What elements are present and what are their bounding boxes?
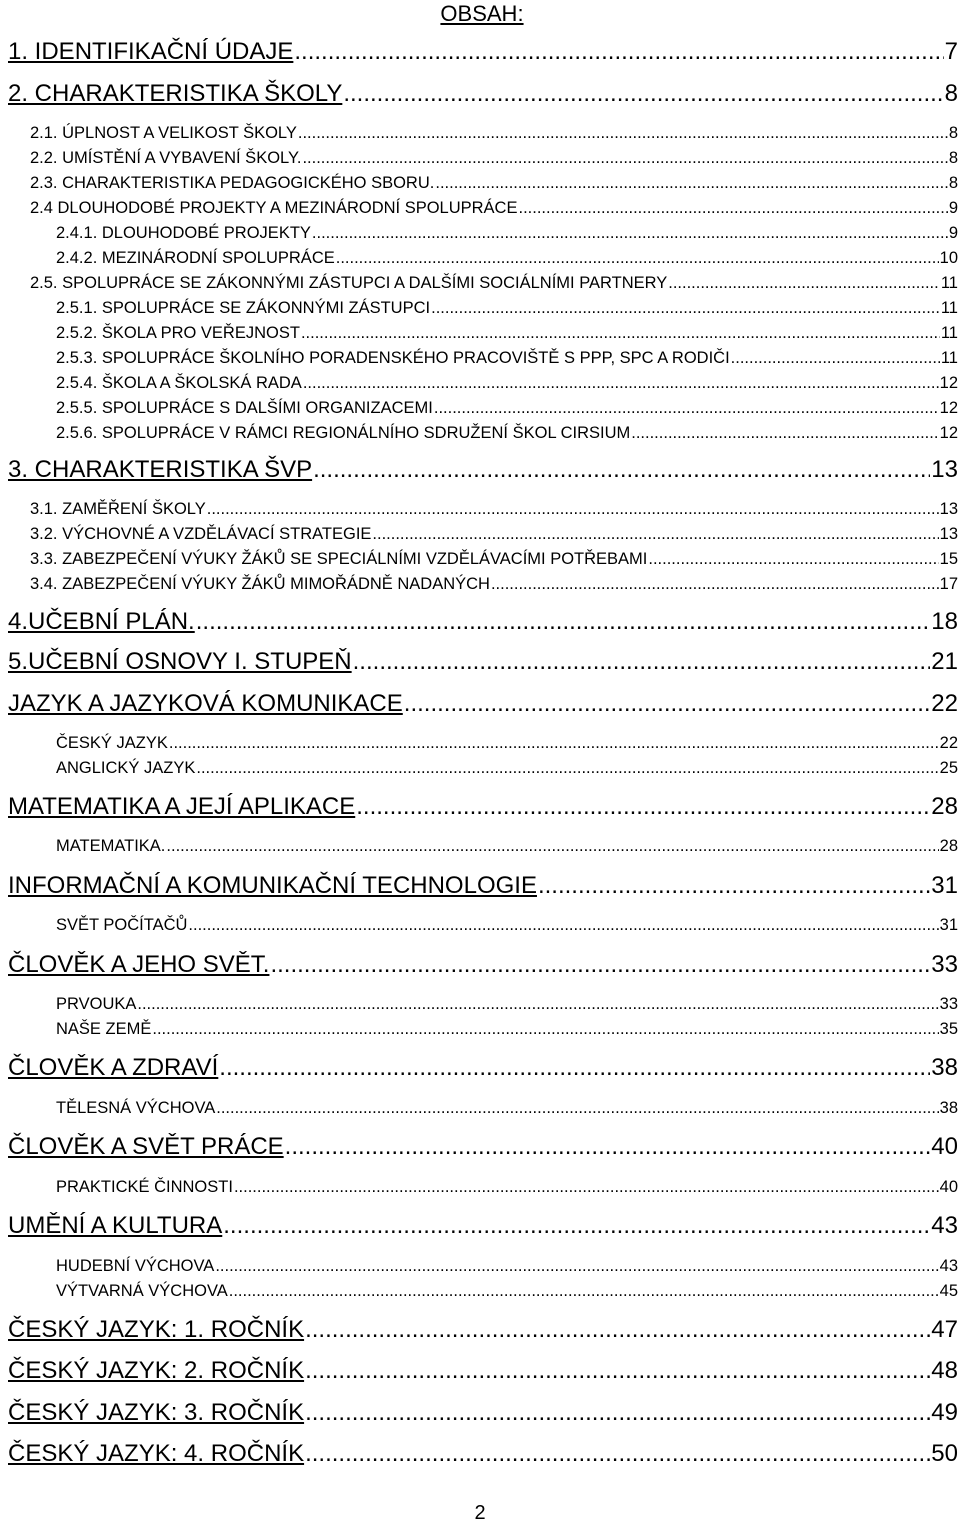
toc-dot-leader bbox=[305, 1399, 930, 1427]
toc-dot-leader bbox=[343, 80, 943, 108]
toc-entry-chapter[interactable] bbox=[8, 951, 958, 979]
toc-dot-leader bbox=[301, 323, 940, 343]
toc-entry-page: 11 bbox=[940, 274, 958, 292]
toc-dot-leader bbox=[285, 1133, 931, 1161]
toc-title: OBSAH: bbox=[440, 1, 524, 26]
toc-entry-chapter[interactable] bbox=[8, 872, 958, 900]
toc-entry-label: ANGLICKÝ JAZYK bbox=[56, 759, 196, 777]
toc-entry-label: 2.5.1. SPOLUPRÁCE SE ZÁKONNÝMI ZÁSTUPCI bbox=[56, 299, 431, 317]
toc-entry-page: 33 bbox=[939, 995, 958, 1013]
toc-dot-leader bbox=[435, 173, 947, 193]
toc-entry-chapter[interactable] bbox=[8, 648, 958, 676]
toc-entry-page: 25 bbox=[939, 759, 958, 777]
toc-dot-leader bbox=[215, 1256, 938, 1276]
toc-entry-section[interactable] bbox=[30, 198, 958, 218]
toc-entry-section[interactable] bbox=[30, 499, 958, 519]
toc-dot-leader bbox=[302, 148, 947, 168]
toc-entry-page: 18 bbox=[931, 608, 958, 635]
toc-dot-leader bbox=[518, 198, 947, 218]
toc-entry-section[interactable] bbox=[56, 733, 958, 753]
toc-entry-section[interactable] bbox=[56, 398, 958, 418]
toc-dot-leader bbox=[431, 298, 940, 318]
toc-entry-label: 2.1. ÚPLNOST A VELIKOST ŠKOLY bbox=[30, 124, 297, 142]
toc-entry-chapter[interactable] bbox=[8, 608, 958, 636]
toc-entry-page: 28 bbox=[939, 837, 958, 855]
toc-entry-label: 3. CHARAKTERISTIKA ŠVP bbox=[8, 456, 313, 483]
toc-entry-label: 1. IDENTIFIKAČNÍ ÚDAJE bbox=[8, 38, 294, 65]
toc-entry-section[interactable] bbox=[56, 1281, 958, 1301]
toc-entry-label: 2.4.1. DLOUHODOBÉ PROJEKTY bbox=[56, 224, 311, 242]
toc-dot-leader bbox=[731, 348, 940, 368]
toc-dot-leader bbox=[196, 758, 938, 778]
toc-entry-page: 7 bbox=[944, 38, 958, 65]
toc-dot-leader bbox=[298, 123, 948, 143]
toc-entry-page: 35 bbox=[939, 1020, 958, 1038]
toc-entry-label: ČESKÝ JAZYK bbox=[56, 734, 168, 752]
toc-dot-leader bbox=[219, 1054, 930, 1082]
toc-entry-section[interactable] bbox=[56, 1256, 958, 1276]
toc-entry-label: 4.UČEBNÍ PLÁN. bbox=[8, 608, 195, 635]
toc-entry-section[interactable] bbox=[56, 1177, 958, 1197]
toc-dot-leader bbox=[169, 733, 939, 753]
toc-entry-section[interactable] bbox=[30, 574, 958, 594]
toc-entry-label: 2.5.6. SPOLUPRÁCE V RÁMCI REGIONÁLNÍHO SDRUŽENÍ ŠKOL CIRSIUM bbox=[56, 424, 631, 442]
toc-entry-page: 12 bbox=[939, 374, 958, 392]
toc-dot-leader bbox=[223, 1212, 930, 1240]
toc-dot-leader bbox=[312, 223, 948, 243]
toc-entry-chapter[interactable] bbox=[8, 793, 958, 821]
toc-entry-page: 13 bbox=[931, 456, 958, 483]
toc-entry-label: TĚLESNÁ VÝCHOVA bbox=[56, 1099, 216, 1117]
toc-entry-section[interactable] bbox=[56, 1019, 958, 1039]
toc-entry-section[interactable] bbox=[56, 758, 958, 778]
toc-entry-page: 48 bbox=[931, 1357, 958, 1384]
toc-entry-chapter[interactable] bbox=[8, 1316, 958, 1344]
toc-entry-page: 28 bbox=[931, 793, 958, 820]
toc-dot-leader bbox=[234, 1177, 939, 1197]
toc-entry-label: JAZYK A JAZYKOVÁ KOMUNIKACE bbox=[8, 690, 403, 717]
toc-entry-page: 13 bbox=[939, 500, 958, 518]
toc-entry-chapter[interactable] bbox=[8, 1357, 958, 1385]
toc-entry-page: 11 bbox=[940, 349, 958, 367]
toc-entry-page: 17 bbox=[939, 575, 958, 593]
toc-entry-label: 2.5.3. SPOLUPRÁCE ŠKOLNÍHO PORADENSKÉHO PRACOVIŠTĚ S PPP, SPC A RODIČI bbox=[56, 349, 730, 367]
toc-dot-leader bbox=[434, 398, 939, 418]
toc-dot-leader bbox=[668, 273, 940, 293]
toc-entry-page: 8 bbox=[948, 149, 958, 167]
toc-dot-leader bbox=[313, 456, 930, 484]
toc-dot-leader bbox=[216, 1098, 938, 1118]
toc-entry-chapter[interactable] bbox=[8, 456, 958, 484]
toc-entry-label: 2.4 DLOUHODOBÉ PROJEKTY A MEZINÁRODNÍ SPOLUPRÁCE bbox=[30, 199, 518, 217]
toc-dot-leader bbox=[305, 1316, 930, 1344]
toc-entry-page: 8 bbox=[944, 80, 958, 107]
toc-entry-page: 49 bbox=[931, 1399, 958, 1426]
toc-entry-label: 3.4. ZABEZPEČENÍ VÝUKY ŽÁKŮ MIMOŘÁDNĚ NADANÝCH bbox=[30, 575, 490, 593]
toc-entry-label: SVĚT POČÍTAČŮ bbox=[56, 916, 188, 934]
toc-entry-page: 12 bbox=[939, 424, 958, 442]
toc-entry-page: 13 bbox=[939, 525, 958, 543]
toc-entry-label: MATEMATIKA. bbox=[56, 837, 166, 855]
toc-dot-leader bbox=[353, 648, 931, 676]
toc-entry-page: 43 bbox=[931, 1212, 958, 1239]
toc-dot-leader bbox=[631, 423, 938, 443]
toc-entry-chapter[interactable] bbox=[8, 1440, 958, 1468]
toc-dot-leader bbox=[372, 524, 938, 544]
toc-entry-section[interactable] bbox=[30, 549, 958, 569]
toc-entry-page: 8 bbox=[948, 174, 958, 192]
toc-entry-section[interactable] bbox=[56, 298, 958, 318]
toc-dot-leader bbox=[137, 994, 938, 1014]
toc-entry-label: 2.4.2. MEZINÁRODNÍ SPOLUPRÁCE bbox=[56, 249, 335, 267]
toc-entry-section[interactable] bbox=[56, 373, 958, 393]
toc-entry-page: 9 bbox=[948, 199, 958, 217]
toc-entry-label: MATEMATIKA A JEJÍ APLIKACE bbox=[8, 793, 356, 820]
toc-dot-leader bbox=[207, 499, 939, 519]
toc-dot-leader bbox=[270, 951, 930, 979]
toc-entry-page: 12 bbox=[939, 399, 958, 417]
toc-entry-section[interactable] bbox=[56, 423, 958, 443]
toc-entry-page: 33 bbox=[931, 951, 958, 978]
toc-entry-label: 3.3. ZABEZPEČENÍ VÝUKY ŽÁKŮ SE SPECIÁLNÍMI VZDĚLÁVACÍMI POTŘEBAMI bbox=[30, 550, 648, 568]
toc-entry-section[interactable] bbox=[56, 994, 958, 1014]
toc-dot-leader bbox=[294, 38, 943, 66]
toc-entry-chapter[interactable] bbox=[8, 690, 958, 718]
page-number: 2 bbox=[474, 1502, 486, 1524]
toc-entry-label: ČLOVĚK A JEHO SVĚT. bbox=[8, 951, 270, 978]
toc-entry-label: 5.UČEBNÍ OSNOVY I. STUPEŇ bbox=[8, 648, 352, 675]
toc-entry-label: ČLOVĚK A ZDRAVÍ bbox=[8, 1054, 219, 1081]
toc-dot-leader bbox=[229, 1281, 939, 1301]
toc-entry-page: 22 bbox=[939, 734, 958, 752]
toc-dot-leader bbox=[188, 915, 938, 935]
toc-dot-leader bbox=[538, 872, 930, 900]
toc-entry-label: ČESKÝ JAZYK: 3. ROČNÍK bbox=[8, 1399, 305, 1426]
toc-entry-page: 11 bbox=[940, 324, 958, 342]
toc-entry-chapter[interactable] bbox=[8, 1133, 958, 1161]
toc-entry-label: UMĚNÍ A KULTURA bbox=[8, 1212, 223, 1239]
toc-entry-label: 2.5.2. ŠKOLA PRO VEŘEJNOST bbox=[56, 324, 300, 342]
toc-dot-leader bbox=[404, 690, 931, 718]
toc-entry-chapter[interactable] bbox=[8, 1054, 958, 1082]
toc-entry-section[interactable] bbox=[56, 323, 958, 343]
toc-dot-leader bbox=[356, 793, 930, 821]
toc-dot-leader bbox=[491, 574, 939, 594]
toc-entry-chapter[interactable] bbox=[8, 38, 958, 66]
toc-entry-section[interactable] bbox=[56, 248, 958, 268]
toc-dot-leader bbox=[648, 549, 938, 569]
toc-entry-page: 22 bbox=[931, 690, 958, 717]
toc-entry-chapter[interactable] bbox=[8, 1212, 958, 1240]
toc-entry-label: INFORMAČNÍ A KOMUNIKAČNÍ TECHNOLOGIE bbox=[8, 872, 537, 899]
toc-entry-page: 40 bbox=[931, 1133, 958, 1160]
toc-entry-label: NAŠE ZEMĚ bbox=[56, 1020, 152, 1038]
toc-dot-leader bbox=[152, 1019, 938, 1039]
toc-entry-section[interactable] bbox=[56, 348, 958, 368]
toc-entry-label: VÝTVARNÁ VÝCHOVA bbox=[56, 1282, 228, 1300]
toc-entry-section[interactable] bbox=[30, 173, 958, 193]
toc-entry-label: PRVOUKA bbox=[56, 995, 137, 1013]
toc-entry-label: ČESKÝ JAZYK: 1. ROČNÍK bbox=[8, 1316, 305, 1343]
toc-entry-label: 2. CHARAKTERISTIKA ŠKOLY bbox=[8, 80, 343, 107]
toc-entry-page: 38 bbox=[939, 1099, 958, 1117]
toc-entry-label: 3.1. ZAMĚŘENÍ ŠKOLY bbox=[30, 500, 206, 518]
toc-entry-label: ČESKÝ JAZYK: 2. ROČNÍK bbox=[8, 1357, 305, 1384]
toc-entry-chapter[interactable] bbox=[8, 1399, 958, 1427]
toc-dot-leader bbox=[303, 373, 939, 393]
toc-dot-leader bbox=[305, 1357, 930, 1385]
toc-entry-page: 31 bbox=[939, 916, 958, 934]
toc-entry-label: 2.2. UMÍSTĚNÍ A VYBAVENÍ ŠKOLY. bbox=[30, 149, 302, 167]
toc-dot-leader bbox=[196, 608, 931, 636]
toc-entry-page: 21 bbox=[931, 648, 958, 675]
toc-entry-label: HUDEBNÍ VÝCHOVA bbox=[56, 1257, 215, 1275]
toc-entry-page: 47 bbox=[931, 1316, 958, 1343]
toc-entry-page: 31 bbox=[931, 872, 958, 899]
toc-entry-page: 9 bbox=[948, 224, 958, 242]
toc-dot-leader bbox=[166, 836, 938, 856]
toc-entry-label: 3.2. VÝCHOVNÉ A VZDĚLÁVACÍ STRATEGIE bbox=[30, 525, 372, 543]
toc-entry-label: ČESKÝ JAZYK: 4. ROČNÍK bbox=[8, 1440, 305, 1467]
toc-dot-leader bbox=[336, 248, 939, 268]
toc-entry-label: 2.3. CHARAKTERISTIKA PEDAGOGICKÉHO SBORU. bbox=[30, 174, 435, 192]
toc-entry-section[interactable] bbox=[30, 273, 958, 293]
toc-entry-page: 38 bbox=[931, 1054, 958, 1081]
toc-entry-page: 11 bbox=[940, 299, 958, 317]
toc-entry-section[interactable] bbox=[56, 836, 958, 856]
toc-entry-label: 2.5.5. SPOLUPRÁCE S DALŠÍMI ORGANIZACEMI bbox=[56, 399, 433, 417]
toc-entry-section[interactable] bbox=[56, 223, 958, 243]
toc-entry-label: PRAKTICKÉ ČINNOSTI bbox=[56, 1178, 233, 1196]
toc-entry-page: 45 bbox=[939, 1282, 958, 1300]
toc-entry-page: 50 bbox=[931, 1440, 958, 1467]
toc-entry-page: 40 bbox=[939, 1178, 958, 1196]
toc-entry-section[interactable] bbox=[56, 915, 958, 935]
toc-entry-chapter[interactable] bbox=[8, 80, 958, 108]
toc-entry-page: 15 bbox=[939, 550, 958, 568]
toc-entry-section[interactable] bbox=[30, 123, 958, 143]
toc-entry-section[interactable] bbox=[30, 148, 958, 168]
toc-entry-section[interactable] bbox=[30, 524, 958, 544]
toc-entry-page: 8 bbox=[948, 124, 958, 142]
toc-entry-label: ČLOVĚK A SVĚT PRÁCE bbox=[8, 1133, 284, 1160]
toc-entry-page: 43 bbox=[939, 1257, 958, 1275]
toc-entry-section[interactable] bbox=[56, 1098, 958, 1118]
toc-entry-label: 2.5. SPOLUPRÁCE SE ZÁKONNÝMI ZÁSTUPCI A DALŠÍMI SOCIÁLNÍMI PARTNERY bbox=[30, 274, 668, 292]
toc-entry-page: 10 bbox=[939, 249, 958, 267]
toc-dot-leader bbox=[305, 1440, 930, 1468]
toc-entry-label: 2.5.4. ŠKOLA A ŠKOLSKÁ RADA bbox=[56, 374, 302, 392]
